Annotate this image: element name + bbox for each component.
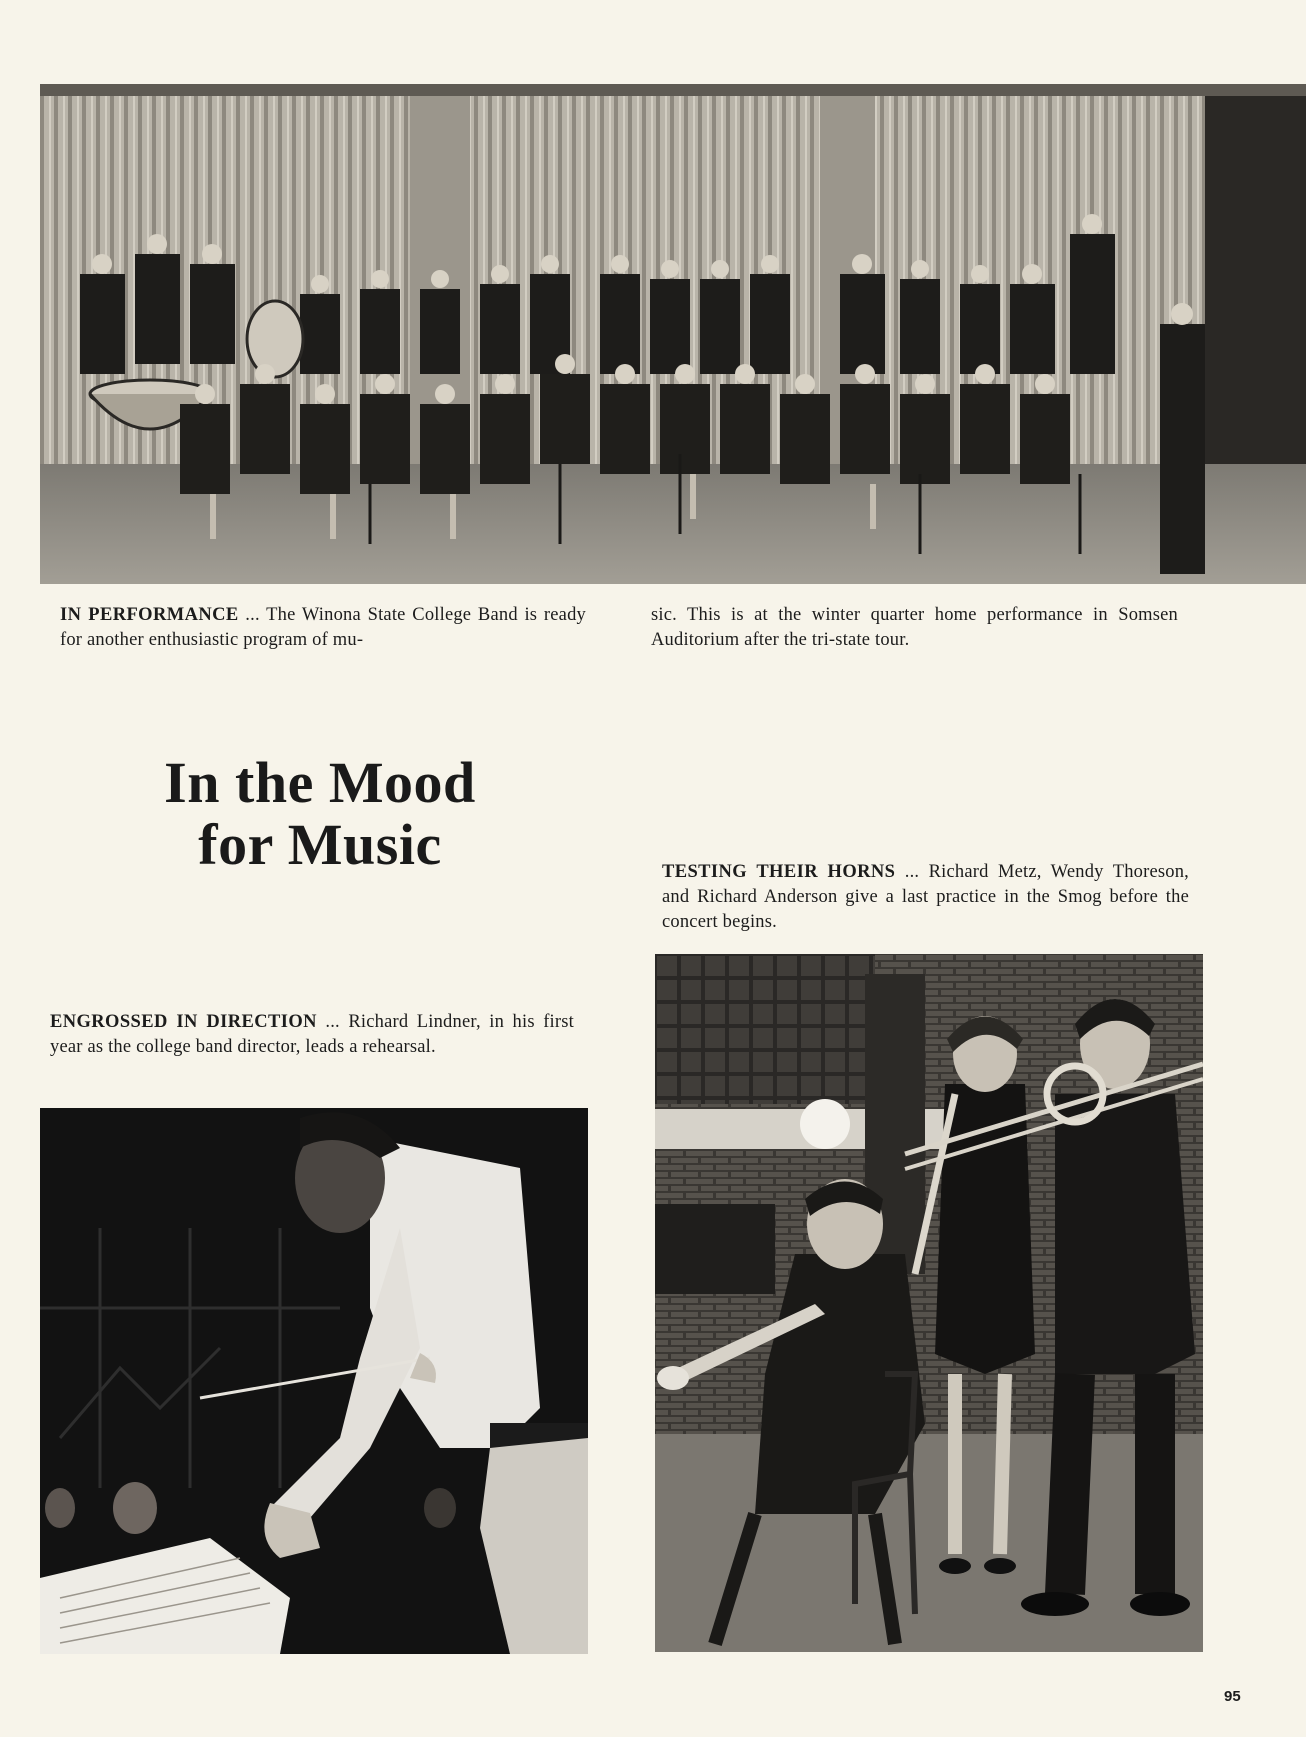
page-title-line-2: for Music bbox=[198, 812, 442, 877]
horns-caption-text: ... Richard Metz, Wendy Thoreson, and Richard Anderson give a last practice in the Smog before the concert begins. bbox=[662, 862, 1189, 932]
performance-caption-col1 bbox=[60, 603, 586, 653]
page-title bbox=[120, 752, 520, 876]
performance-caption-text-1: ... The Winona State College Band is ready for another enthusiastic program of mu- bbox=[60, 605, 586, 650]
horns-caption bbox=[662, 860, 1189, 935]
performance-caption-lead: IN PERFORMANCE bbox=[60, 605, 239, 625]
horns-caption-lead: TESTING THEIR HORNS bbox=[662, 862, 896, 882]
performance-caption-col2 bbox=[651, 603, 1178, 653]
horn-players-photo bbox=[655, 954, 1203, 1652]
horn-players-image bbox=[655, 954, 1203, 1652]
conductor-image bbox=[40, 1108, 588, 1654]
page-number: 95 bbox=[1224, 1688, 1241, 1705]
performance-caption-text-2: sic. This is at the winter quarter home performance in Somsen Auditorium after the tri-state tour. bbox=[651, 605, 1178, 650]
page-title-line-1: In the Mood bbox=[164, 750, 476, 815]
direction-caption-lead: ENGROSSED IN DIRECTION bbox=[50, 1012, 317, 1032]
conductor-photo bbox=[40, 1108, 588, 1654]
direction-caption bbox=[50, 1010, 574, 1060]
band-performance-image bbox=[40, 84, 1306, 584]
band-performance-photo bbox=[40, 84, 1306, 584]
direction-caption-text: ... Richard Lindner, in his first year as the college band director, leads a rehearsal. bbox=[50, 1012, 574, 1057]
